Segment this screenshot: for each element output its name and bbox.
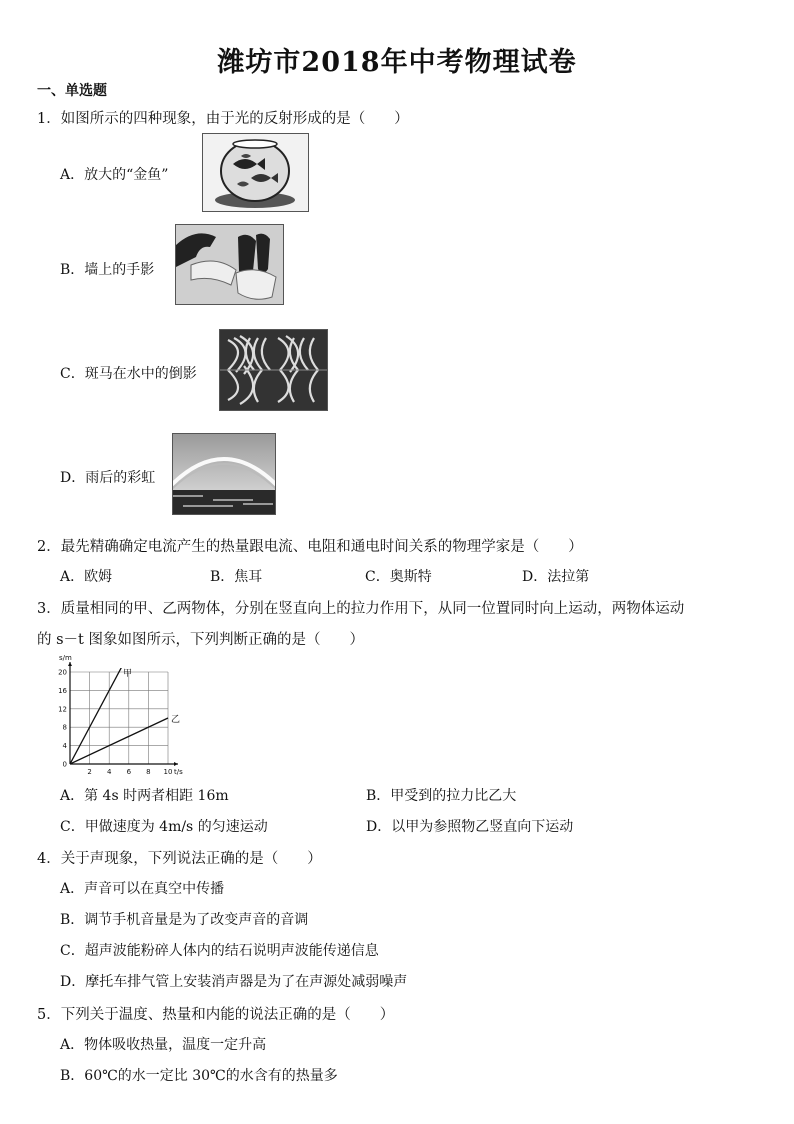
q1-option-a[interactable]: A．放大的“金鱼” bbox=[60, 167, 169, 183]
series-label-1: 甲 bbox=[122, 669, 132, 679]
x-tick-label: 6 bbox=[126, 768, 132, 776]
zebra-reflection-photo bbox=[219, 329, 328, 411]
y-tick-label: 0 bbox=[62, 760, 67, 769]
q1-option-b[interactable]: B．墙上的手影 bbox=[60, 262, 155, 278]
q4-option-d[interactable]: D．摩托车排气管上安装消声器是为了在声源处减弱噪声 bbox=[60, 974, 408, 990]
y-axis-arrow bbox=[68, 662, 72, 666]
question-5-stem: 5．下列关于温度、热量和内能的说法正确的是（ ） bbox=[37, 1007, 395, 1023]
x-tick-label: 4 bbox=[106, 768, 112, 776]
question-3-stem-line2: 的 s－t 图象如图所示，下列判断正确的是（ ） bbox=[37, 632, 364, 648]
q1-option-d[interactable]: D．雨后的彩虹 bbox=[60, 470, 156, 486]
x-tick-label: 10 bbox=[163, 768, 173, 776]
q2-option-d[interactable]: D．法拉第 bbox=[522, 569, 590, 585]
x-tick-label: 8 bbox=[146, 768, 151, 776]
x-axis-arrow bbox=[174, 762, 178, 766]
y-tick-label: 4 bbox=[62, 742, 67, 751]
section-heading: 一、单选题 bbox=[37, 83, 107, 99]
q3-option-b[interactable]: B．甲受到的拉力比乙大 bbox=[366, 788, 517, 804]
q1-option-c[interactable]: C．斑马在水中的倒影 bbox=[60, 366, 197, 382]
q3-option-c[interactable]: C．甲做速度为 4m/s 的匀速运动 bbox=[60, 819, 268, 835]
rainbow-photo bbox=[172, 433, 276, 515]
question-1-stem: 1．如图所示的四种现象，由于光的反射形成的是（ ） bbox=[37, 111, 409, 127]
question-4-stem: 4．关于声现象，下列说法正确的是（ ） bbox=[37, 851, 322, 867]
x-tick-label: 2 bbox=[87, 768, 92, 776]
page-title: 潍坊市2018年中考物理试卷 bbox=[217, 47, 577, 78]
y-axis-label: s/m bbox=[59, 654, 72, 662]
series-line-2 bbox=[70, 718, 168, 764]
x-axis-label: t/s bbox=[174, 768, 183, 776]
y-tick-label: 20 bbox=[58, 668, 67, 677]
question-3-stem-line1: 3．质量相同的甲、乙两物体，分别在竖直向上的拉力作用下，从同一位置同时向上运动，两物体运动 bbox=[37, 601, 685, 617]
q4-option-c[interactable]: C．超声波能粉碎人体内的结石说明声波能传递信息 bbox=[60, 943, 379, 959]
q3-option-a[interactable]: A．第 4s 时两者相距 16m bbox=[60, 788, 229, 804]
q2-option-a[interactable]: A．欧姆 bbox=[60, 569, 113, 585]
st-chart bbox=[56, 654, 186, 778]
y-tick-label: 16 bbox=[58, 686, 67, 695]
q4-option-b[interactable]: B．调节手机音量是为了改变声音的音调 bbox=[60, 912, 309, 928]
series-label-2: 乙 bbox=[171, 715, 181, 725]
y-tick-label: 12 bbox=[58, 705, 67, 714]
hand-shadow-photo bbox=[175, 224, 284, 305]
q5-option-b[interactable]: B．60℃的水一定比 30℃的水含有的热量多 bbox=[60, 1068, 338, 1084]
q5-option-a[interactable]: A．物体吸收热量，温度一定升高 bbox=[60, 1037, 267, 1053]
y-tick-label: 8 bbox=[62, 723, 67, 732]
q4-option-a[interactable]: A．声音可以在真空中传播 bbox=[60, 881, 225, 897]
q3-option-d[interactable]: D．以甲为参照物乙竖直向下运动 bbox=[366, 819, 574, 835]
question-2-stem: 2．最先精确确定电流产生的热量跟电流、电阻和通电时间关系的物理学家是（ ） bbox=[37, 539, 583, 555]
q2-option-b[interactable]: B．焦耳 bbox=[210, 569, 263, 585]
goldfish-bowl-photo bbox=[202, 133, 309, 212]
q2-option-c[interactable]: C．奥斯特 bbox=[365, 569, 432, 585]
